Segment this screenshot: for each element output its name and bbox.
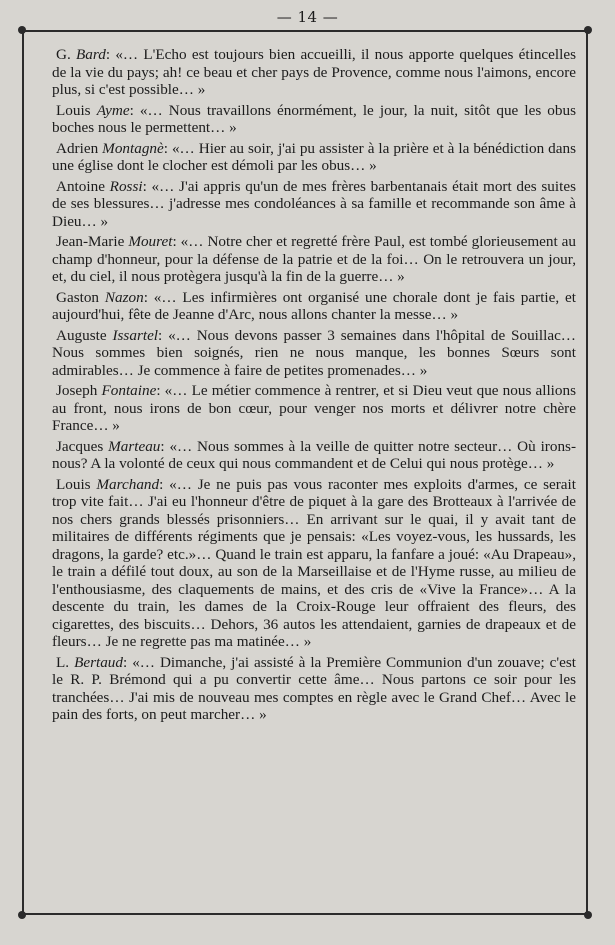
- corner-ornament: [584, 26, 592, 34]
- sender-surname: Marchand: [96, 475, 160, 493]
- sender-first-name: Adrien: [56, 139, 99, 157]
- sender-surname: Mouret: [128, 233, 173, 250]
- sender-first-name: L.: [56, 653, 70, 671]
- sender-first-name: Jean-Marie: [56, 233, 125, 250]
- page-number: — 14 —: [276, 8, 339, 26]
- letter-entry: [52, 438, 576, 473]
- sender-first-name: Antoine: [56, 177, 105, 195]
- sender-first-name: G.: [56, 46, 71, 63]
- sender-first-name: Louis: [56, 101, 91, 119]
- letter-entry: [52, 289, 576, 324]
- letter-text: : «… Je ne puis pas vous raconter mes exploits d'armes, ce serait trop vite fait… J'ai eu l'honneur d'être de piquet à la gare des Brotteaux à l'arrivée de nos chers grands blessés prisonniers… En arrivant sur le quai, il y avait tant de militaires de différents régiments que je pensais: «Les voyez-vous, les hussards, les dragons, la garde? etc.»… Quand le train est apparu, la fanfare a joué: «Au Drapeau», le train a défilé tout doux, au son de la Marseillaise et de l'Hyme russe, au milieu de l'enthousiasme, des claquements de mains, et des cris de «Vive la France»… A la descente du train, les dames de la Croix-Rouge leur offraient des fleurs, des cigarettes, des biscuits… Dehors, 36 autos les attendaient, garnies de drapeaux et de fleurs… Je ne regrette pas ma matinée… »: [52, 475, 576, 650]
- sender-surname: Nazon: [104, 288, 144, 306]
- corner-ornament: [18, 26, 26, 34]
- letter-text: : «… Hier au soir, j'ai pu assister à la prière et à la bénédiction dans une église dont le clocher est démoli par les obus… »: [52, 139, 576, 174]
- letter-entry: [52, 140, 576, 175]
- sender-first-name: Gaston: [56, 288, 100, 306]
- letter-text: : «… Nous sommes à la veille de quitter notre secteur… Où irons-nous? A la volonté de ceux qui nous commandent et de Celui qui nous protège… »: [52, 437, 577, 472]
- letter-entry: [52, 327, 576, 380]
- sender-surname: Bertaud: [74, 653, 123, 671]
- letter-text: : «… L'Echo est toujours bien accueilli, il nous apporte quelques étincelles de la vie du pays; ah! ce beau et cher pays de Provence, comme nous l'aimons, encore plus, si c'est possible… »: [52, 46, 576, 98]
- sender-surname: Bard: [76, 46, 106, 63]
- letter-text: : «… Le métier commence à rentrer, et si Dieu veut que nous allions au front, nous irons de bon cœur, pour venger nos morts et délivrer notre chère France… »: [52, 382, 576, 434]
- letter-entry: [52, 178, 576, 231]
- corner-ornament: [18, 911, 26, 919]
- letter-entry: [52, 476, 576, 651]
- sender-surname: Issartel: [112, 326, 159, 344]
- sender-surname: Rossi: [109, 177, 143, 195]
- letter-text: : «… Les infirmières ont organisé une chorale dont je fais partie, et aujourd'hui, fête de Jeanne d'Arc, nous allons chanter la messe… »: [52, 288, 576, 323]
- sender-first-name: Joseph: [56, 382, 98, 399]
- letter-text: : «… Nous travaillons énormément, le jour, la nuit, sitôt que les obus boches nous le permettent… »: [52, 101, 576, 136]
- sender-surname: Ayme: [96, 101, 130, 119]
- letter-entry: [52, 46, 576, 99]
- sender-first-name: Auguste: [56, 326, 107, 344]
- sender-surname: Montagnè: [102, 139, 164, 157]
- letter-entry: [52, 102, 576, 137]
- sender-first-name: Louis: [56, 475, 91, 493]
- letters-column: [52, 46, 576, 727]
- letter-entry: [52, 654, 576, 724]
- letter-entry: [52, 233, 576, 286]
- letter-text: : «… Notre cher et regretté frère Paul, est tombé glorieusement au champ d'honneur, pour la défense de la patrie et de la foi… On le retrouvera un jour, et, du ciel, il nous protègera jusqu'à la fin de la guerre… »: [52, 233, 577, 285]
- letter-text: : «… Nous devons passer 3 semaines dans l'hôpital de Souillac… Nous sommes bien soignés, rien ne nous manque, les bonnes Sœurs sont admirables… Je commence à faire de petites promenades… »: [52, 326, 576, 379]
- sender-surname: Marteau: [108, 437, 161, 455]
- sender-surname: Fontaine: [101, 382, 157, 399]
- sender-first-name: Jacques: [56, 437, 104, 455]
- letter-text: : «… Dimanche, j'ai assisté à la Première Communion d'un zouave; c'est le R. P. Brémond qui a pu convertir cette âme… Nous partons ce soir pour les tranchées… J'ai mis de nouveau mes comptes en règle avec le Grand Chef… Avec le pain des forts, on peut marcher… »: [52, 653, 577, 723]
- corner-ornament: [584, 911, 592, 919]
- letter-text: : «… J'ai appris qu'un de mes frères barbentanais était mort des suites de ses blessures… j'adresse mes condoléances à sa famille et recommande son âme à Dieu… »: [52, 177, 576, 230]
- letter-entry: [52, 382, 576, 435]
